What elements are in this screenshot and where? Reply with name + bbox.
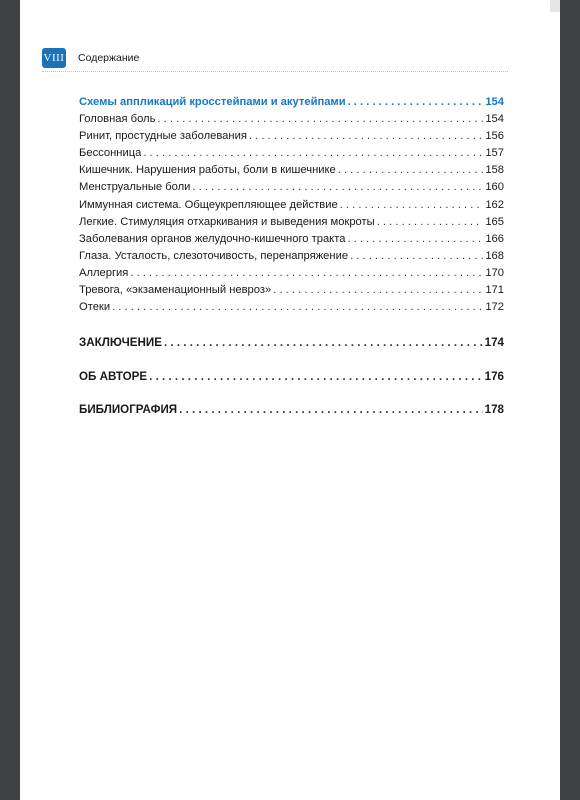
toc-entry-page: 154 [485,96,504,108]
toc-entry-title: Заболевания органов желудочно-кишечного тракта [79,232,346,245]
dot-leader [377,216,484,228]
toc-entry-title: Головная боль [79,113,156,126]
dot-leader [179,403,483,416]
dot-leader [112,301,483,313]
toc-entry-page: 166 [485,232,504,245]
toc-chapter-conclusion[interactable] [79,326,504,360]
dot-leader [350,250,483,262]
toc-entry[interactable] [79,113,504,130]
dot-leader [164,336,483,349]
toc-entry-page: 168 [485,249,504,262]
toc-entry[interactable] [79,301,504,318]
toc-entry[interactable] [79,233,504,250]
toc-entry[interactable] [79,284,504,301]
toc-chapter-title: ОБ АВТОРЕ [79,369,148,383]
toc-entry-page: 171 [485,284,504,297]
toc-chapter-title: ЗАКЛЮЧЕНИЕ [79,336,162,350]
toc-entry[interactable] [79,250,504,267]
toc-chapter-page: 178 [484,403,504,417]
toc-entry-title: Легкие. Стимуляция отхаркивания и выведения мокроты [79,215,375,228]
toc-entry[interactable] [79,164,504,181]
toc-entry-title: Ринит, простудные заболевания [79,130,247,143]
toc-entry-title: Иммунная система. Общеукрепляющее действие [79,198,338,211]
toc-entry-title: Глаза. Усталость, слезоточивость, перенапряжение [79,249,349,262]
dot-leader [338,164,484,176]
dot-leader [157,113,483,125]
dot-leader [149,370,483,383]
toc-entry-title: Аллергия [79,266,129,279]
toc-chapter-page: 176 [484,369,504,383]
toc-entry[interactable] [79,130,504,147]
toc-entry[interactable] [79,147,504,164]
dot-leader [249,130,483,142]
toc-entry-page: 154 [485,113,504,126]
toc-entries [79,113,504,318]
toc-entry-title: Схемы аппликаций кросстейпами и акутейпами [79,96,346,108]
dot-leader [348,96,484,108]
toc-entry-title: Отеки [79,301,111,314]
toc-entry[interactable] [79,199,504,216]
toc-entry-title: Бессонница [79,147,142,160]
dot-leader [130,267,483,279]
toc-entry-page: 160 [485,181,504,194]
page-header [42,48,139,68]
toc-chapter-title: БИБЛИОГРАФИЯ [79,403,178,417]
toc-subsection-heading[interactable] [79,96,504,113]
spacer [79,318,504,326]
toc-entry[interactable] [79,181,504,198]
toc-entry-page: 162 [485,198,504,211]
toc-entry-page: 170 [485,266,504,279]
page-number-badge: VIII [42,48,66,68]
toc-chapter-about-author[interactable] [79,360,504,394]
page-corner-mark [550,0,560,12]
dot-leader [340,199,484,211]
toc-entry-page: 156 [485,130,504,143]
toc-chapter-bibliography[interactable] [79,393,504,427]
toc-entry-page: 165 [485,215,504,228]
toc-entry-page: 158 [485,164,504,177]
toc-entry-title: Менструальные боли [79,181,191,194]
toc-entry-title: Тревога, «экзаменационный невроз» [79,284,272,297]
document-page [20,0,560,800]
toc-entry[interactable] [79,216,504,233]
table-of-contents [79,96,504,427]
section-title: Содержание [78,52,140,64]
dot-leader [273,284,483,296]
dot-leader [192,181,483,193]
toc-chapter-page: 174 [484,336,504,350]
toc-entry[interactable] [79,267,504,284]
dot-leader [347,233,483,245]
dot-leader [143,147,483,159]
toc-entry-page: 157 [485,147,504,160]
toc-entry-title: Кишечник. Нарушения работы, боли в кишечнике [79,164,336,177]
toc-entry-page: 172 [485,301,504,314]
header-divider [42,71,508,72]
